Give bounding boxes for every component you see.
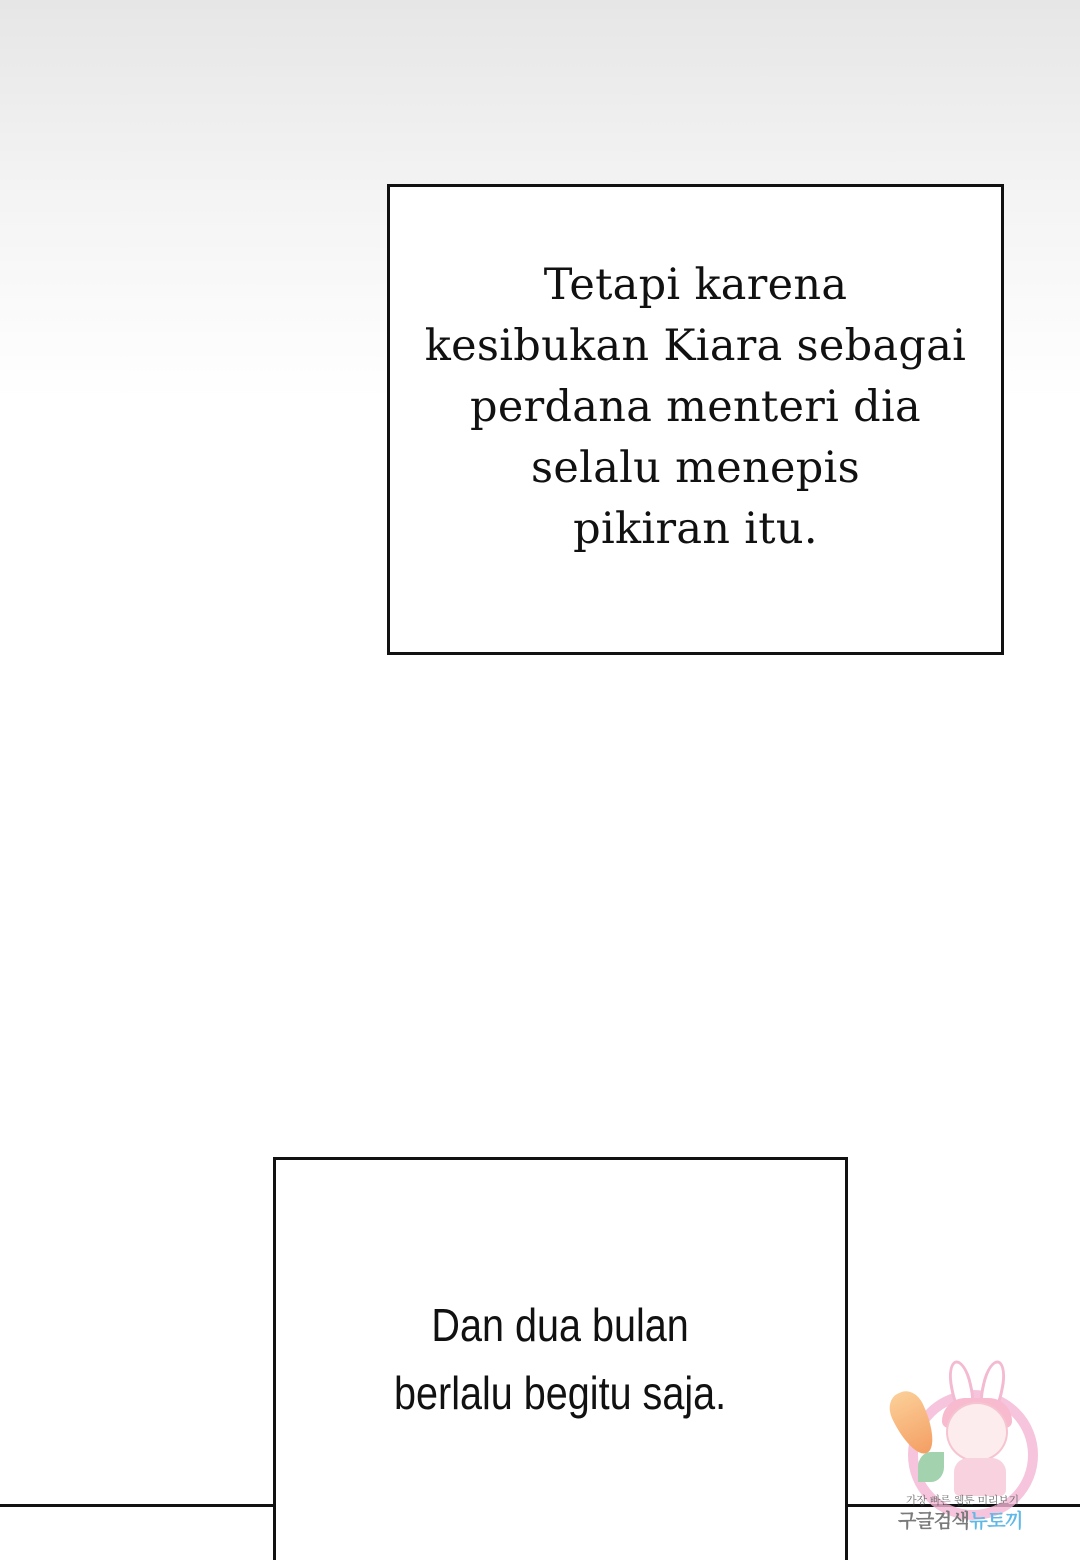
- caption-box-bottom: [273, 1157, 848, 1560]
- watermark-tagline: 가장 빠른 웹툰 미리보기: [906, 1494, 1019, 1507]
- caption-text-bottom: [394, 1291, 726, 1427]
- watermark-brand: 뉴토끼: [969, 1510, 1023, 1532]
- caption-line: berlalu begitu saja.: [394, 1366, 727, 1419]
- caption-line: perdana menteri dia: [470, 382, 921, 432]
- caption-line: selalu menepis: [531, 443, 860, 493]
- caption-line: pikiran itu.: [573, 504, 818, 554]
- caption-line: Dan dua bulan: [431, 1298, 690, 1351]
- leaf-icon: [918, 1452, 944, 1482]
- panel-border-left: [0, 1504, 276, 1507]
- bunny-girl-body-icon: [954, 1458, 1006, 1496]
- caption-line: Tetapi karena: [543, 260, 848, 310]
- caption-line: kesibukan Kiara sebagai: [424, 321, 967, 371]
- watermark-title: [898, 1506, 1023, 1533]
- caption-box-top: [387, 184, 1004, 655]
- bunny-girl-icon: [946, 1402, 1008, 1462]
- watermark-search-label: 구글검색: [898, 1510, 970, 1532]
- caption-text-top: [425, 255, 966, 560]
- site-watermark: [888, 1360, 1063, 1530]
